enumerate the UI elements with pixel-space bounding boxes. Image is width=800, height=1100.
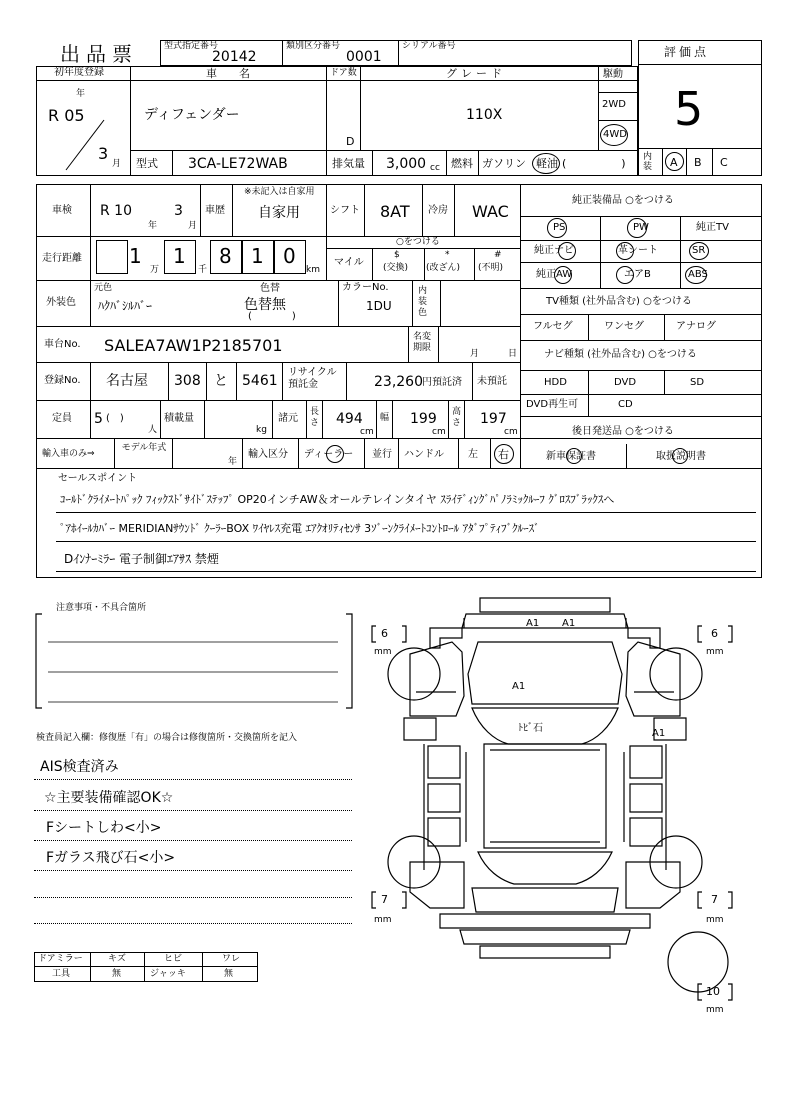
class-no-label: 類別区分番号	[286, 41, 341, 51]
capacity-value: 5	[94, 411, 103, 427]
interior-grade-b: B	[694, 156, 702, 169]
height-unit: cm	[504, 427, 518, 437]
tv-oneseg: ワンセグ	[604, 321, 644, 332]
notes-bracket	[34, 612, 354, 712]
items-jack-label: ジャッキ	[150, 969, 186, 979]
capacity-paren: ( )	[106, 413, 124, 424]
later-docs-warranty: 新車保証書	[546, 451, 596, 462]
mileage-tamper: (改ざん)	[426, 263, 461, 273]
car-name-value: ディフェンダー	[144, 107, 240, 123]
mileage-exchange: (交換)	[383, 263, 409, 273]
grade-label: グレード	[446, 67, 506, 80]
chassis-label: 車台No.	[44, 339, 81, 350]
car-damage-diagram	[360, 592, 760, 1012]
tire-rr-depth: 7	[711, 893, 718, 906]
first-reg-label: 初年度登録	[54, 67, 104, 78]
tire-fl-depth: 6	[381, 627, 388, 640]
first-reg-month-suffix: 月	[112, 159, 122, 169]
navi-dvd-playback: DVD再生可	[526, 399, 579, 410]
items-jack-value: 無	[224, 969, 234, 979]
model-no-label: 型式指定番号	[164, 41, 219, 51]
chassis-value: SALEA7AW1P2185701	[104, 336, 283, 355]
later-docs-manual: 取扱説明書	[656, 451, 706, 462]
navi-cd: CD	[618, 399, 633, 410]
tire-rl-unit: mm	[374, 915, 392, 925]
inspection-month: 3	[174, 203, 183, 219]
tv-title: TV種類 (社外品含む) ○をつける	[546, 296, 692, 307]
interior-grade-a: A	[670, 156, 678, 169]
equip-tv: 純正TV	[696, 222, 729, 233]
import-label: 輸入車のみ⇒	[42, 449, 95, 459]
color-original-label: 元色	[94, 283, 113, 293]
equip-abs: ABS	[688, 269, 708, 280]
fuel-label: 燃料	[451, 157, 473, 170]
navi-dvd: DVD	[614, 377, 637, 388]
import-dealer-circle	[326, 445, 344, 463]
doors-label: ドア数	[330, 68, 357, 78]
fuel-light-oil: 軽油	[536, 157, 558, 170]
recycle-unit: 円預託済	[422, 377, 462, 388]
rating-label: 評価点	[664, 45, 710, 59]
color-no-label: カラーNo.	[342, 282, 389, 293]
inspector-note-3: Fシートしわ<小>	[46, 820, 162, 836]
drive-4wd: 4WD	[603, 129, 627, 140]
damage-windshield-chip: ﾄﾋﾞ石	[518, 723, 543, 734]
length-label: 長さ	[310, 407, 320, 428]
color-repaint: 色替無	[244, 297, 286, 313]
length-value: 494	[336, 411, 363, 427]
items-header-scratch: キズ	[108, 954, 126, 964]
inspector-note-1: AIS検査済み	[40, 759, 119, 775]
grade-value: 110X	[466, 107, 503, 123]
mileage-unknown: (不明)	[478, 263, 504, 273]
items-tools-value: 無	[112, 969, 122, 979]
registration-kana: と	[214, 373, 228, 389]
damage-front-left: A1	[526, 618, 540, 629]
height-value: 197	[480, 411, 507, 427]
handle-label: ハンドル	[404, 449, 444, 460]
length-unit: cm	[360, 427, 374, 437]
mileage-mark-title: ○をつける	[396, 237, 440, 247]
sales-line-1: ｺｰﾙﾄﾞｸﾗｲﾒｰﾄﾊﾟｯｸ ﾌｨｯｸｽﾄﾞｻｲﾄﾞｽﾃｯﾌﾟ OP20インチAW＆オールテレインタイヤ ｽﾗｲﾃﾞｨﾝｸﾞﾊﾟﾉﾗﾐｯｸﾙｰﾌ ｸﾞﾛｽﾌﾞﾗｯｸｽへ	[60, 493, 615, 506]
later-docs-warranty-circle	[566, 448, 582, 464]
class-no-value: 0001	[346, 49, 382, 65]
tire-rl-depth: 7	[381, 893, 388, 906]
fuel-light-oil-circle	[532, 153, 560, 174]
equip-aw-circle	[554, 266, 572, 284]
capacity-unit: 人	[148, 425, 158, 435]
name-change-expiry-label: 名変期限	[413, 332, 432, 353]
expiry-day: 日	[508, 349, 518, 359]
width-label: 幅	[380, 413, 390, 423]
equip-aw: 純正AW	[536, 269, 573, 280]
registration-number: 5461	[242, 373, 278, 389]
damage-hood: A1	[512, 681, 526, 692]
mileage-digit-box-1	[96, 240, 128, 274]
inspector-note-4: Fガラス飛び石<小>	[46, 850, 176, 866]
spec-label: 諸元	[278, 413, 298, 424]
first-reg-year: R 05	[48, 106, 85, 125]
handle-left: 左	[468, 449, 478, 460]
interior-grade-label: 内装	[643, 152, 653, 172]
mileage-label: 走行距離	[42, 253, 82, 264]
mileage-man: 万	[150, 265, 160, 275]
later-docs-title: 後日発送品 ○をつける	[572, 426, 674, 437]
import-dealer: ディーラー	[304, 449, 354, 460]
inspection-month-suffix: 月	[188, 221, 198, 231]
equip-pw: PW	[633, 222, 649, 233]
items-tools-label: 工具	[52, 969, 71, 979]
equip-sr: SR	[692, 245, 706, 256]
color-original: ﾊｸﾊﾞｼﾙﾊﾞｰ	[98, 299, 153, 313]
shift-value: 8AT	[380, 202, 410, 221]
tire-rr-unit: mm	[706, 915, 724, 925]
type-label: 型式	[136, 157, 158, 170]
displacement-label: 排気量	[332, 157, 365, 170]
ac-label: 冷房	[428, 205, 448, 216]
items-header-mirror: ドアミラー	[38, 954, 83, 964]
drive-4wd-circle	[600, 124, 628, 146]
tire-fr-unit: mm	[706, 647, 724, 657]
expiry-month: 月	[470, 349, 480, 359]
tv-fullseg: フルセグ	[533, 321, 573, 332]
damage-right-side: A1	[652, 728, 666, 739]
tire-fr-depth: 6	[711, 627, 718, 640]
mileage-tamper-mark: *	[445, 250, 450, 260]
fuel-other: ( )	[562, 157, 626, 170]
document-title: 出品票	[60, 42, 138, 66]
interior-grade-circle	[665, 152, 684, 171]
registration-class: 308	[174, 373, 201, 389]
equip-navi-circle	[558, 242, 576, 260]
first-reg-month: 3	[98, 144, 109, 163]
shift-label: シフト	[330, 205, 360, 216]
spare-tire-unit: mm	[706, 1005, 724, 1015]
interior-color-label: 内装色	[418, 286, 428, 318]
handle-right: 右	[498, 448, 509, 461]
notes-label: 注意事項・不具合箇所	[56, 603, 147, 613]
equip-leather-circle	[616, 242, 634, 260]
mileage-digit-1: 1	[129, 244, 142, 268]
mileage-sen: 千	[198, 265, 208, 275]
sales-line-3: Dｲﾝﾅｰﾐﾗｰ 電子制御ｴｱｻｽ 禁煙	[64, 552, 219, 566]
first-reg-year-suffix: 年	[76, 89, 86, 99]
damage-front-right: A1	[562, 618, 576, 629]
mileage-unknown-mark: #	[494, 250, 502, 260]
tire-fl-unit: mm	[374, 647, 392, 657]
history-label: 車歴	[205, 205, 225, 216]
color-label: 外装色	[46, 297, 76, 308]
spare-tire-depth: 10	[706, 985, 720, 998]
equip-navi: 純正ナビ	[534, 245, 574, 256]
equip-ps-circle	[547, 218, 567, 238]
equip-pw-circle	[627, 218, 647, 238]
history-value: 自家用	[258, 205, 300, 221]
mileage-digit-3: 8	[219, 244, 232, 268]
drive-label: 駆動	[603, 69, 623, 80]
color-repaint-label: 色替	[260, 283, 280, 294]
recycle-label: リサイクル預託金	[288, 367, 337, 390]
items-header-break: ワレ	[222, 954, 241, 964]
height-label: 高さ	[452, 407, 462, 428]
equip-leather: 革シート	[618, 245, 658, 256]
model-year-suffix: 年	[228, 457, 238, 467]
model-year-label: モデル年式	[121, 443, 167, 453]
navi-hdd: HDD	[544, 377, 567, 388]
interior-grade-c: C	[720, 156, 728, 169]
later-docs-manual-circle	[672, 448, 688, 464]
equip-airbag-circle	[616, 266, 634, 284]
equip-abs-circle	[685, 266, 707, 284]
serial-label: シリアル番号	[402, 41, 456, 51]
import-parallel: 並行	[372, 449, 392, 460]
rating-value: 5	[674, 82, 704, 136]
color-no: 1DU	[366, 299, 392, 313]
load-label: 積載量	[164, 413, 194, 424]
displacement-unit: cc	[430, 163, 440, 173]
sales-line-2: ﾟｱﾎｲｰﾙｶﾊﾞｰ MERIDIANｻｳﾝﾄﾞ ｸｰﾗｰBOX ﾜｲﾔﾚｽ充電 ｴｱｸｵﾘﾃｨｾﾝｻ 3ｿﾞｰﾝｸﾗｲﾒｰﾄｺﾝﾄﾛｰﾙ ｱﾀﾞﾌﾟﾃｨﾌﾞｸﾙｰｽﾞ	[60, 522, 540, 535]
mileage-km: km	[306, 265, 320, 275]
load-unit: kg	[256, 425, 267, 435]
type-value: 3CA-LE72WAB	[188, 156, 288, 172]
items-header-crack: ヒビ	[164, 954, 183, 964]
recycle-pending: 未預託	[477, 376, 507, 387]
equip-sr-circle	[689, 242, 709, 260]
car-name-label: 車 名	[206, 67, 250, 80]
mileage-digit-4: 1	[251, 244, 264, 268]
inspector-label: 検査員記入欄：修復歴「有」の場合は修復箇所・交換箇所を記入	[36, 733, 298, 743]
import-category-label: 輸入区分	[248, 449, 288, 460]
capacity-label: 定員	[52, 413, 72, 424]
fuel-gasoline: ガソリン	[482, 157, 526, 170]
width-unit: cm	[432, 427, 446, 437]
history-note: ※未記入は自家用	[244, 187, 315, 197]
model-no-value: 20142	[212, 49, 257, 65]
navi-title: ナビ種類 (社外品含む) ○をつける	[544, 349, 697, 360]
mileage-digit-2: 1	[173, 244, 186, 268]
equipment-title: 純正装備品 ○をつける	[572, 195, 674, 206]
inspection-label: 車検	[52, 205, 72, 216]
inspection-value: R 10	[100, 203, 132, 219]
ac-value: WAC	[472, 202, 509, 221]
registration-area: 名古屋	[106, 373, 148, 389]
equip-airbag: エアB	[624, 269, 651, 280]
handle-right-circle	[494, 444, 514, 464]
width-value: 199	[410, 411, 437, 427]
registration-label: 登録No.	[44, 375, 81, 386]
inspection-year-suffix: 年	[148, 221, 158, 231]
inspector-note-2: ☆主要装備確認OK☆	[44, 790, 174, 806]
drive-2wd: 2WD	[602, 99, 626, 110]
displacement-value: 3,000	[386, 156, 427, 172]
sales-points-label: セールスポイント	[58, 473, 138, 484]
equip-ps: PS	[553, 222, 566, 233]
navi-sd: SD	[690, 377, 705, 388]
mileage-digit-5: 0	[283, 244, 296, 268]
mileage-exchange-mark: $	[394, 250, 400, 260]
color-repaint-paren: ( )	[248, 311, 296, 322]
mileage-mile: マイル	[334, 257, 364, 268]
door-code: D	[346, 135, 355, 148]
tv-analog: アナログ	[676, 321, 716, 332]
recycle-amount: 23,260	[374, 374, 423, 390]
